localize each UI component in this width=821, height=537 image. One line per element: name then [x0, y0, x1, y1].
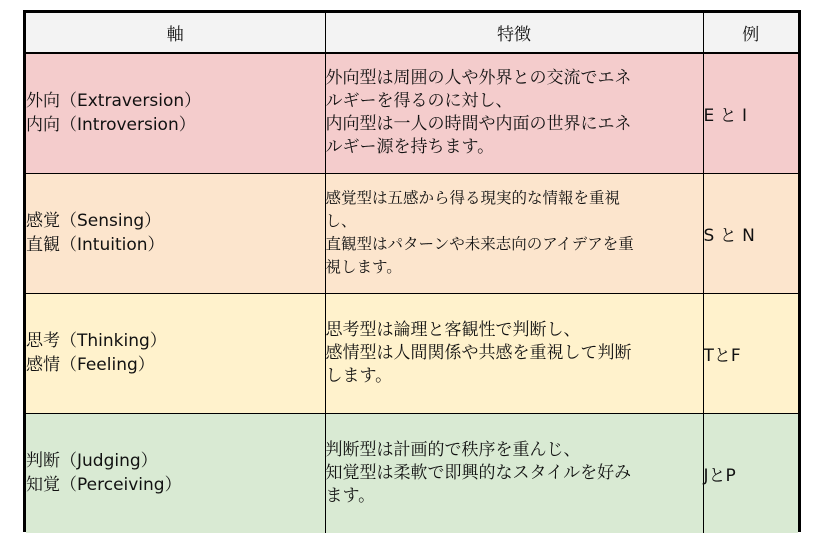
feature-cell: [325, 413, 703, 533]
table-row-extraversion-introversion: [26, 53, 798, 173]
axis-label: 直観（Intuition）: [26, 235, 165, 255]
feature-text: 外向型は周囲の人や外界との交流でエネ: [325, 68, 632, 89]
feature-text: ルギーを得るのに対し、: [325, 91, 513, 112]
axis-cell: [26, 413, 325, 533]
feature-cell: [325, 173, 703, 293]
table-row-judging-perceiving: [26, 413, 798, 533]
axis-label: 判断（Judging）: [26, 451, 158, 472]
feature-text: 内向型は一人の時間や内面の世界にエネ: [325, 114, 632, 135]
feature-text: し、: [325, 212, 357, 230]
feature-text: 視します。: [325, 258, 402, 276]
feature-text: します。: [325, 365, 393, 386]
axis-label: 知覚（Perceiving）: [26, 475, 182, 496]
mbti-axes-table: [26, 13, 798, 533]
feature-text: 判断型は計画的で秩序を重んじ、: [325, 439, 581, 460]
header-example: 例: [703, 13, 798, 53]
feature-text: 思考型は論理と客観性で判断し、: [325, 319, 581, 340]
feature-text: 直観型はパターンや未来志向のアイデアを重: [325, 235, 634, 253]
feature-text: 知覚型は柔軟で即興的なスタイルを好み: [325, 462, 632, 483]
axis-cell: [26, 53, 325, 173]
table-row-thinking-feeling: [26, 293, 798, 413]
mbti-table-container: [23, 10, 801, 532]
axis-label: 外向（Extraversion）: [26, 91, 202, 112]
axis-label: 思考（Thinking）: [26, 331, 167, 351]
axis-cell: [26, 173, 325, 293]
axis-cell: [26, 293, 325, 413]
header-feature: 特徴: [325, 13, 703, 53]
axis-label: 感覚（Sensing）: [26, 211, 162, 231]
example-cell: TとF: [703, 293, 798, 413]
feature-cell: [325, 53, 703, 173]
feature-text: 感覚型は五感から得る現実的な情報を重視: [325, 189, 621, 207]
axis-label: 内向（Introversion）: [26, 115, 196, 136]
header-axis: 軸: [26, 13, 325, 53]
feature-text: ルギー源を持ちます。: [325, 137, 495, 158]
table-header-row: [26, 13, 798, 53]
example-cell: E と I: [703, 53, 798, 173]
feature-text: ます。: [325, 485, 376, 506]
feature-cell: [325, 293, 703, 413]
axis-label: 感情（Feeling）: [26, 355, 155, 375]
table-row-sensing-intuition: [26, 173, 798, 293]
example-cell: S と N: [703, 173, 798, 293]
example-cell: JとP: [703, 413, 798, 533]
feature-text: 感情型は人間関係や共感を重視して判断: [325, 342, 632, 363]
